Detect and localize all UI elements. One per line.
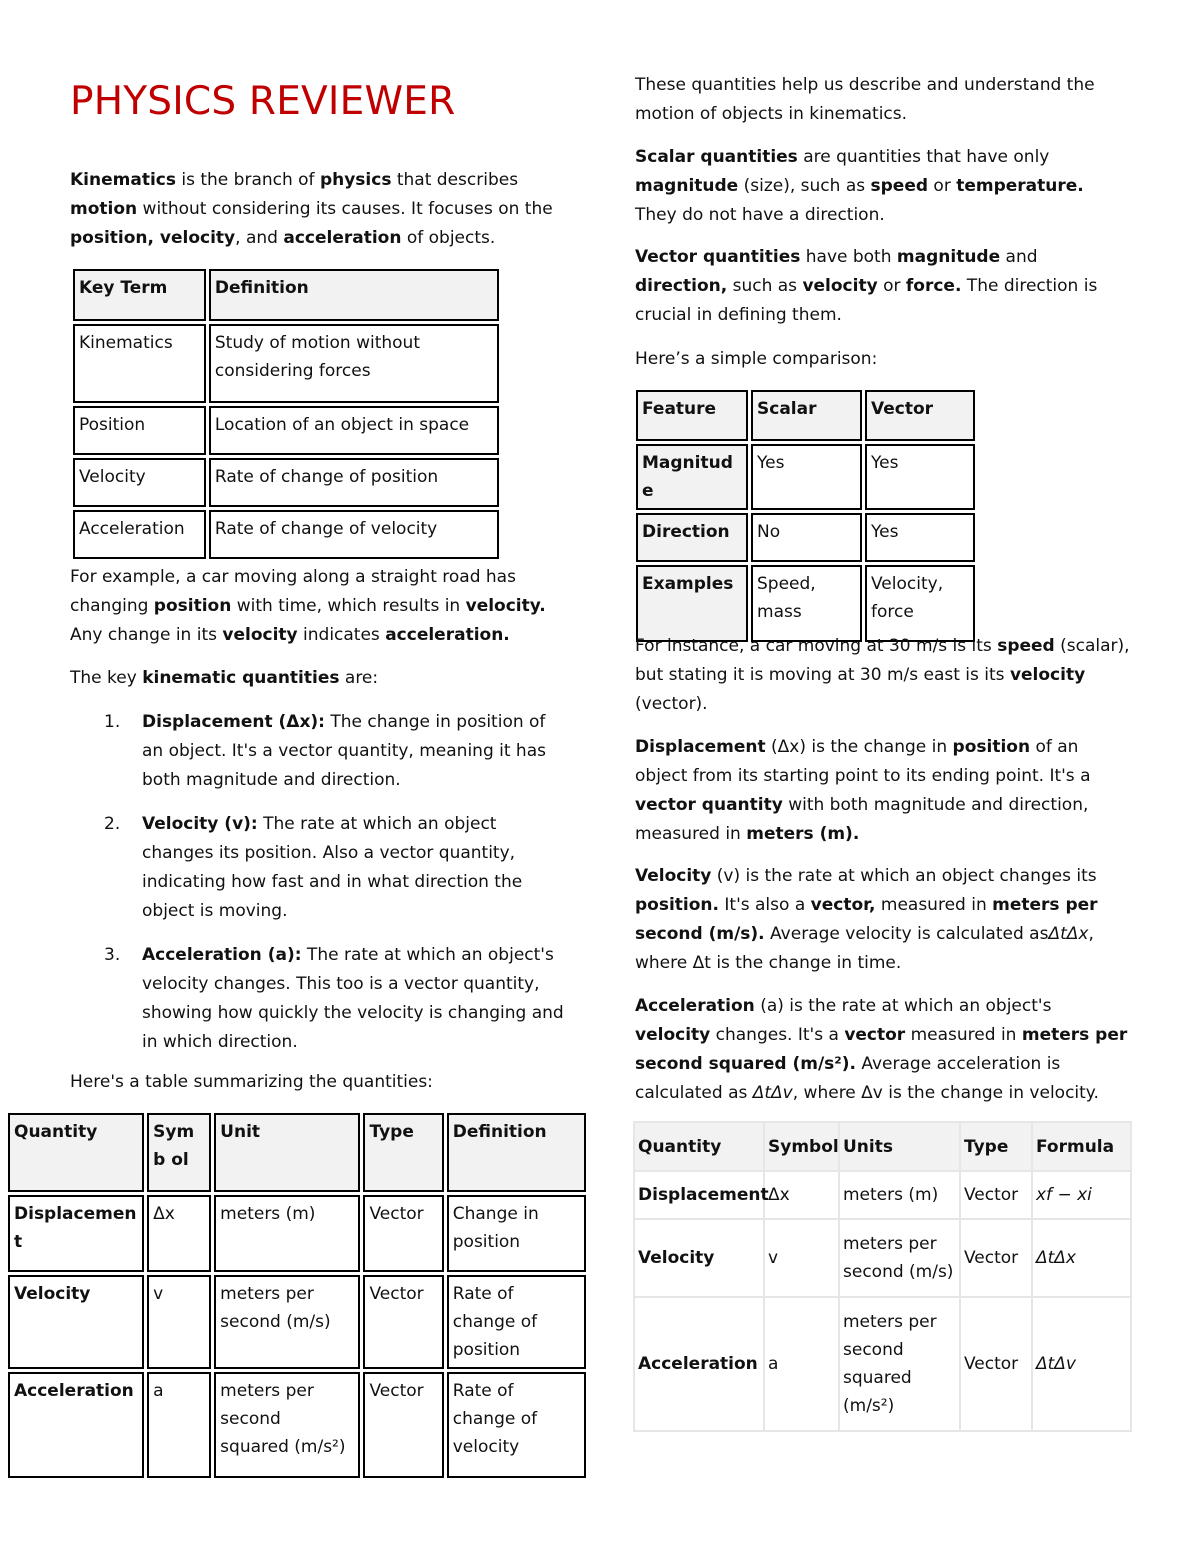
table-cell: Location of an object in space xyxy=(209,406,499,455)
vector-text-4: or xyxy=(877,276,906,296)
table-cell: v xyxy=(764,1219,839,1297)
list-term: Velocity (v): xyxy=(142,814,258,834)
vel-text-1: (v) is the rate at which an object changes its xyxy=(711,866,1097,886)
key-quantities-intro xyxy=(70,664,560,693)
table-cell: Examples xyxy=(636,565,748,642)
acc-vector: vector xyxy=(844,1025,906,1045)
vector-text-3: such as xyxy=(727,276,803,296)
table-cell: Kinematics xyxy=(73,324,206,403)
table-cell: xf − xi xyxy=(1032,1171,1131,1219)
table-header-row xyxy=(636,390,975,441)
table-row xyxy=(73,458,499,507)
intro-text-4: , and xyxy=(235,228,284,248)
example-text-4: indicates xyxy=(297,625,386,645)
list-number: 3. xyxy=(104,945,121,965)
formula-table xyxy=(633,1121,1132,1432)
vector-force: force. xyxy=(905,276,962,296)
key-quantities-list xyxy=(70,708,570,1057)
table-cell: Rate of change of velocity xyxy=(209,510,499,559)
table-cell: Velocity xyxy=(73,458,206,507)
example-paragraph xyxy=(70,563,560,650)
key-intro-bold: kinematic quantities xyxy=(142,668,340,688)
table-cell: ΔtΔv xyxy=(1032,1297,1131,1431)
vel-position: position. xyxy=(635,895,719,915)
intro-acceleration: acceleration xyxy=(283,228,402,248)
table-header-row xyxy=(73,269,499,321)
intro-motion: motion xyxy=(70,199,138,219)
table-header-cell: Quantity xyxy=(8,1113,144,1192)
table-cell: a xyxy=(764,1297,839,1431)
vector-term: Vector quantities xyxy=(635,247,801,267)
table-cell: Speed, mass xyxy=(751,565,862,642)
vector-paragraph xyxy=(635,243,1125,330)
acc-formula: ΔtΔv xyxy=(752,1083,793,1103)
table-cell: meters per second (m/s) xyxy=(839,1219,960,1297)
vector-direction: direction, xyxy=(635,276,728,296)
list-item xyxy=(70,941,570,1057)
table-header-cell: Vector xyxy=(865,390,975,441)
table-header-cell: Scalar xyxy=(751,390,862,441)
table-row xyxy=(636,513,975,562)
scalar-text-2: (size), such as xyxy=(738,176,871,196)
scalar-speed: speed xyxy=(870,176,929,196)
table-header-cell: Symbol xyxy=(764,1122,839,1171)
list-item xyxy=(70,810,570,926)
disp-term: Displacement xyxy=(635,737,766,757)
instance-velocity: velocity xyxy=(1009,665,1086,685)
table-cell: Acceleration xyxy=(73,510,206,559)
table-cell: Yes xyxy=(751,444,862,510)
table-cell: meters (m) xyxy=(214,1195,360,1272)
instance-text-3: (vector). xyxy=(635,694,708,714)
comparison-table xyxy=(633,387,978,645)
intro-position-velocity: position, velocity xyxy=(70,228,236,248)
acc-text-4: Average acceleration is calculated as xyxy=(635,1054,1061,1103)
table-row xyxy=(73,324,499,403)
table-header-cell: Formula xyxy=(1032,1122,1131,1171)
table-header-row xyxy=(8,1113,586,1192)
table-header-cell: Unit xyxy=(214,1113,360,1192)
scalar-magnitude: magnitude xyxy=(635,176,739,196)
table-cell: Rate of change of position xyxy=(209,458,499,507)
table-header-row xyxy=(634,1122,1131,1171)
list-number: 2. xyxy=(104,814,121,834)
disp-text-2: of an object from its starting point to its ending point. It's a xyxy=(635,737,1091,786)
example-position: position xyxy=(153,596,232,616)
table-cell: Acceleration xyxy=(8,1372,144,1478)
instance-text-2: (scalar), but stating it is moving at 30 m/s east is its xyxy=(635,636,1130,685)
table-cell: Velocity xyxy=(8,1275,144,1369)
intro-text-1: is the branch of xyxy=(175,170,320,190)
summary-intro: Here's a table summarizing the quantities: xyxy=(70,1072,433,1092)
vel-text-4: Average velocity is calculated as xyxy=(764,924,1049,944)
table-cell: meters per second (m/s) xyxy=(214,1275,360,1369)
page-title: PHYSICS REVIEWER xyxy=(70,79,456,124)
table-cell: Velocity xyxy=(634,1219,764,1297)
table-row xyxy=(636,565,975,642)
table-header-cell: Feature xyxy=(636,390,748,441)
list-text: The rate at which an object changes its position. Also a vector quantity, indicating how fast and in what direction the object is moving. xyxy=(142,814,523,921)
scalar-temperature: temperature. xyxy=(956,176,1084,196)
table-cell: Δx xyxy=(147,1195,211,1272)
scalar-term: Scalar quantities xyxy=(635,147,798,167)
acc-text-3: measured in xyxy=(905,1025,1022,1045)
table-cell: meters (m) xyxy=(839,1171,960,1219)
acc-text-5: , where Δv is the change in velocity. xyxy=(792,1083,1099,1103)
table-cell: Δx xyxy=(764,1171,839,1219)
table-cell: Displacement xyxy=(634,1171,764,1219)
right-intro: These quantities help us describe and understand the motion of objects in kinematics. xyxy=(635,75,1095,124)
table-header-cell: Type xyxy=(363,1113,443,1192)
list-term: Acceleration (a): xyxy=(142,945,302,965)
acc-text-1: (a) is the rate at which an object's xyxy=(754,996,1052,1016)
table-row xyxy=(634,1171,1131,1219)
table-row xyxy=(634,1219,1131,1297)
vel-term: Velocity xyxy=(635,866,712,886)
vel-vector: vector, xyxy=(810,895,876,915)
acceleration-paragraph xyxy=(635,992,1130,1108)
table-cell: Vector xyxy=(960,1219,1032,1297)
instance-text-1: For instance, a car moving at 30 m/s is its xyxy=(635,636,998,656)
example-text-3: Any change in its xyxy=(70,625,223,645)
disp-meters: meters (m). xyxy=(746,824,860,844)
table-cell: Rate of change of position xyxy=(447,1275,586,1369)
vel-formula: ΔtΔx xyxy=(1048,924,1089,944)
comparison-intro: Here’s a simple comparison: xyxy=(635,349,878,369)
acc-velocity: velocity xyxy=(635,1025,711,1045)
intro-text-5: of objects. xyxy=(401,228,496,248)
vector-magnitude: magnitude xyxy=(896,247,1001,267)
table-header-cell: Definition xyxy=(447,1113,586,1192)
table-cell: Vector xyxy=(960,1171,1032,1219)
table-header-cell: Quantity xyxy=(634,1122,764,1171)
table-header-cell: Symb ol xyxy=(147,1113,211,1192)
acc-unit: meters per second squared (m/s²). xyxy=(635,1025,1128,1074)
table-cell: Vector xyxy=(960,1297,1032,1431)
table-row xyxy=(8,1372,586,1478)
scalar-paragraph xyxy=(635,143,1125,230)
table-cell: v xyxy=(147,1275,211,1369)
list-text: The rate at which an object's velocity changes. This too is a vector quantity, showing how quickly the velocity is changing and in which direction. xyxy=(142,945,564,1052)
table-row xyxy=(8,1275,586,1369)
table-cell: Velocity, force xyxy=(865,565,975,642)
intro-paragraph xyxy=(70,166,570,253)
table-cell: ΔtΔx xyxy=(1032,1219,1131,1297)
intro-physics: physics xyxy=(319,170,392,190)
scalar-text-1: are quantities that have only xyxy=(797,147,1050,167)
table-cell: Yes xyxy=(865,513,975,562)
table-cell: Displacement xyxy=(8,1195,144,1272)
table-row xyxy=(73,406,499,455)
instance-speed: speed xyxy=(997,636,1055,656)
table-row xyxy=(8,1195,586,1272)
summary-table xyxy=(5,1110,589,1481)
example-text-2: with time, which results in xyxy=(231,596,466,616)
table-header-cell: Definition xyxy=(209,269,499,321)
disp-text-3: with both magnitude and direction, measured in xyxy=(635,795,1089,844)
instance-paragraph xyxy=(635,632,1135,719)
list-item xyxy=(70,708,570,795)
vector-text-2: and xyxy=(1000,247,1038,267)
table-cell: Change in position xyxy=(447,1195,586,1272)
table-cell: Study of motion without considering forces xyxy=(209,324,499,403)
vel-text-3: measured in xyxy=(875,895,993,915)
table-cell: Acceleration xyxy=(634,1297,764,1431)
table-header-cell: Key Term xyxy=(73,269,206,321)
table-cell: Magnitude xyxy=(636,444,748,510)
acc-text-2: changes. It's a xyxy=(710,1025,845,1045)
table-cell: No xyxy=(751,513,862,562)
table-cell: Position xyxy=(73,406,206,455)
disp-text-1: (Δx) is the change in xyxy=(765,737,953,757)
key-intro-text-1: The key xyxy=(70,668,143,688)
list-term: Displacement (Δx): xyxy=(142,712,325,732)
table-cell: Vector xyxy=(363,1372,443,1478)
table-cell: Rate of change of velocity xyxy=(447,1372,586,1478)
key-terms-table xyxy=(70,266,502,562)
table-row xyxy=(73,510,499,559)
disp-vector-quantity: vector quantity xyxy=(635,795,783,815)
table-row xyxy=(634,1297,1131,1431)
vector-velocity: velocity xyxy=(802,276,878,296)
displacement-paragraph xyxy=(635,733,1130,849)
list-number: 1. xyxy=(104,712,121,732)
vel-text-5: , where Δt is the change in time. xyxy=(635,924,1094,973)
table-cell: meters per second squared (m/s²) xyxy=(839,1297,960,1431)
intro-kinematics: Kinematics xyxy=(70,170,176,190)
example-acceleration: acceleration. xyxy=(385,625,510,645)
table-cell: Vector xyxy=(363,1195,443,1272)
table-cell: meters per second squared (m/s²) xyxy=(214,1372,360,1478)
table-header-cell: Units xyxy=(839,1122,960,1171)
table-cell: Vector xyxy=(363,1275,443,1369)
table-row xyxy=(636,444,975,510)
intro-text-2: that describes xyxy=(391,170,519,190)
example-velocity-2: velocity xyxy=(222,625,298,645)
key-intro-text-2: are: xyxy=(339,668,379,688)
disp-position: position xyxy=(952,737,1031,757)
list-text: The change in position of an object. It's a vector quantity, meaning it has both magnitude and direction. xyxy=(142,712,546,790)
table-header-cell: Type xyxy=(960,1122,1032,1171)
intro-text-3: without considering its causes. It focuses on the xyxy=(137,199,553,219)
acc-term: Acceleration xyxy=(635,996,755,1016)
table-cell: a xyxy=(147,1372,211,1478)
example-velocity: velocity. xyxy=(465,596,546,616)
table-cell: Direction xyxy=(636,513,748,562)
vel-unit: meters per second (m/s). xyxy=(635,895,1098,944)
example-text-1: For example, a car moving along a straight road has changing xyxy=(70,567,516,616)
vector-text-1: have both xyxy=(800,247,897,267)
scalar-text-4: They do not have a direction. xyxy=(635,205,885,225)
scalar-text-3: or xyxy=(928,176,957,196)
velocity-paragraph xyxy=(635,862,1125,978)
vel-text-2: It's also a xyxy=(719,895,811,915)
vector-text-5: The direction is crucial in defining them. xyxy=(635,276,1098,325)
table-cell: Yes xyxy=(865,444,975,510)
